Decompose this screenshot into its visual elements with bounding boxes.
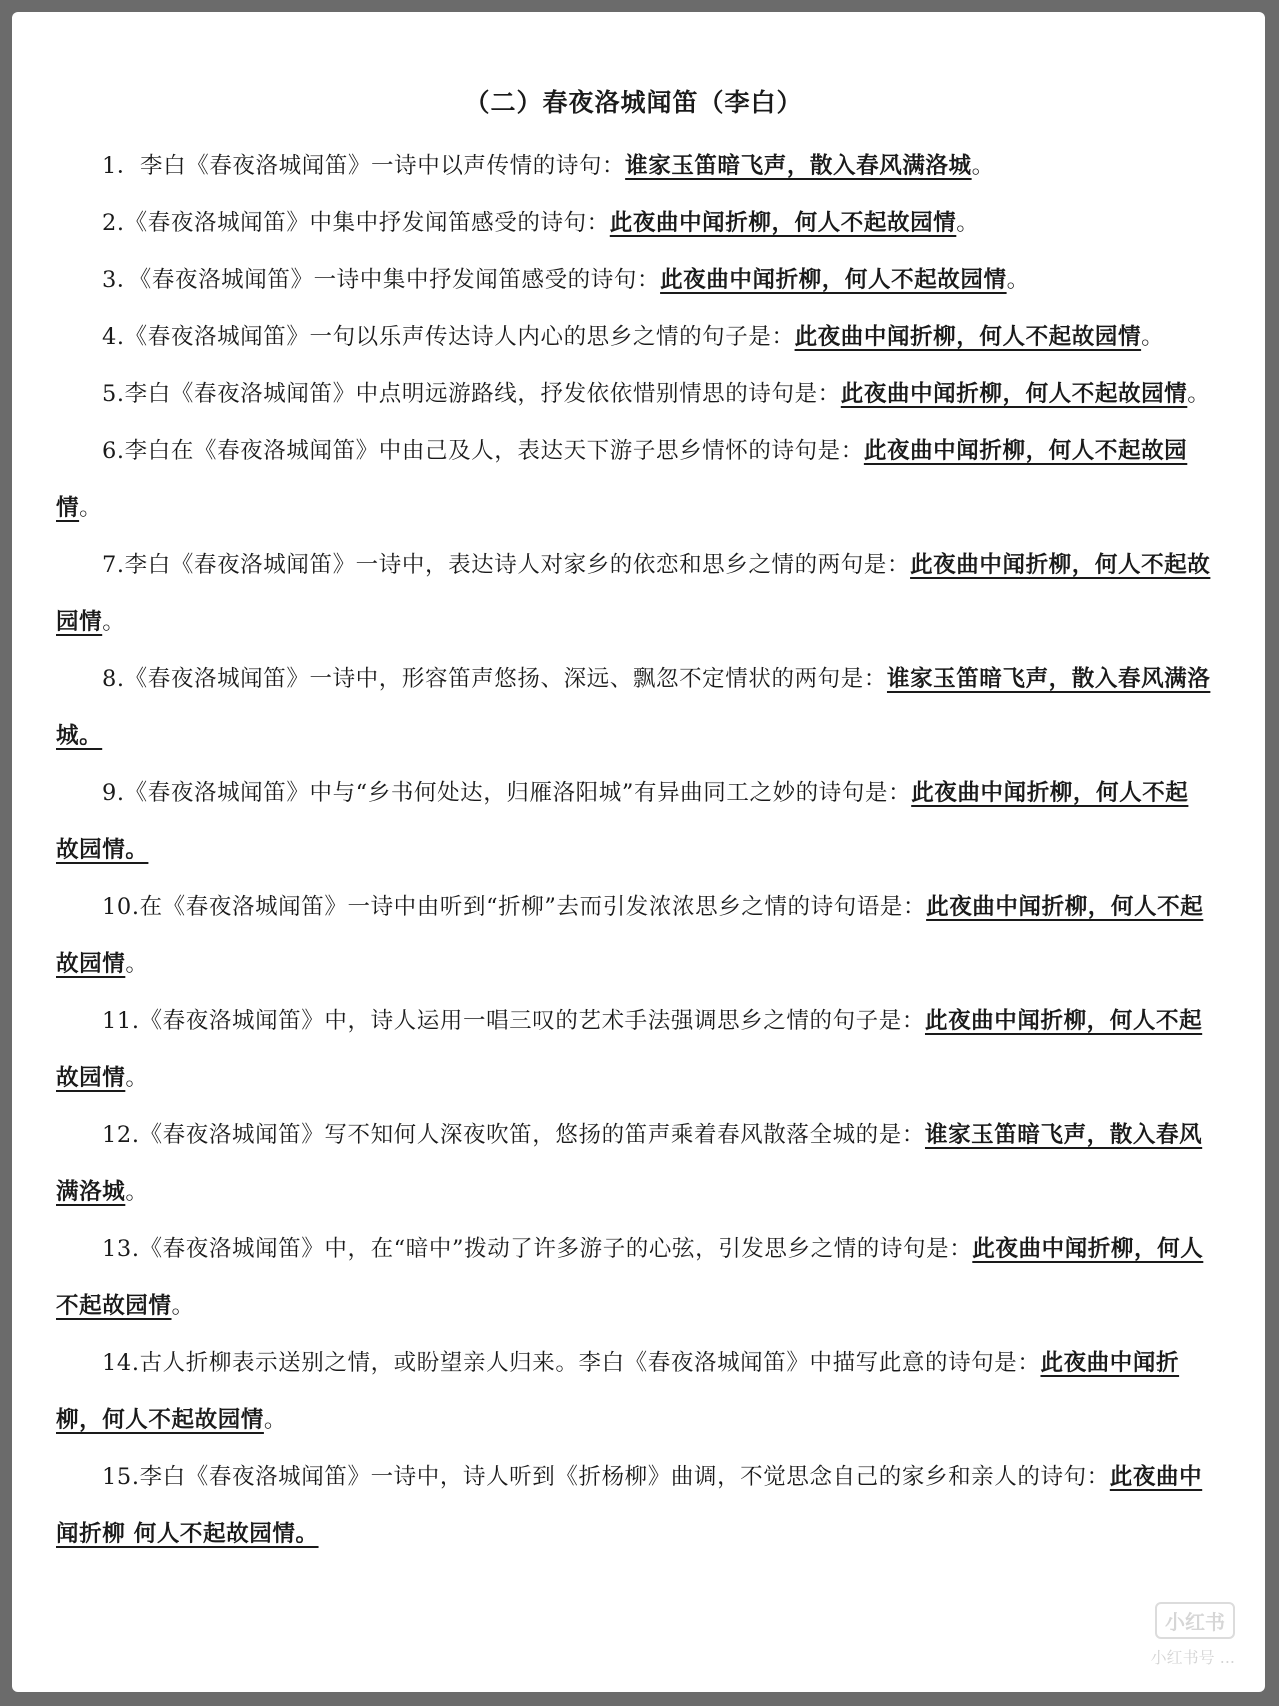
answer-text: 谁家玉笛暗飞声，散入春风满洛城 bbox=[625, 153, 972, 179]
list-item bbox=[56, 1449, 1211, 1563]
question-text: 11.《春夜洛城闻笛》中，诗人运用一唱三叹的艺术手法强调思乡之情的句子是： bbox=[102, 1008, 925, 1034]
answer-text: 此夜曲中闻折柳，何人不起故园情 bbox=[794, 324, 1142, 350]
answer-end: 。 bbox=[956, 210, 980, 236]
answer-end: 。 bbox=[171, 1293, 195, 1319]
list-item bbox=[56, 1107, 1211, 1221]
question-text: 7.李白《春夜洛城闻笛》一诗中，表达诗人对家乡的依恋和思乡之情的两句是： bbox=[102, 552, 911, 578]
answer-end: 。 bbox=[125, 1065, 149, 1091]
list-item bbox=[56, 765, 1211, 879]
question-text: 2.《春夜洛城闻笛》中集中抒发闻笛感受的诗句： bbox=[102, 210, 610, 236]
list-item bbox=[56, 195, 1211, 252]
answer-text: 此夜曲中闻折柳，何人不起故园情 bbox=[56, 438, 1188, 521]
answer-end: 。 bbox=[263, 1407, 288, 1433]
list-item bbox=[56, 309, 1211, 366]
answer-end: 。 bbox=[125, 1179, 149, 1205]
answer-text: 此夜曲中闻折柳，何人不起故园情。 bbox=[56, 780, 1189, 863]
answer-text: 此夜曲中闻折柳，何人不起故园情 bbox=[840, 381, 1188, 407]
answer-text: 此夜曲中闻折柳，何人不起故园情 bbox=[660, 267, 1007, 293]
answer-text: 此夜曲中闻折柳，何人不起故园情 bbox=[609, 210, 957, 236]
answer-end: 。 bbox=[1187, 381, 1211, 407]
list-item bbox=[56, 537, 1211, 651]
list-item bbox=[56, 879, 1211, 993]
list-item bbox=[56, 1221, 1211, 1335]
question-text: 14.古人折柳表示送别之情，或盼望亲人归来。李白《春夜洛城闻笛》中描写此意的诗句是： bbox=[102, 1350, 1041, 1376]
answer-text: 此夜曲中闻折柳，何人不起故园情 bbox=[56, 1236, 1204, 1319]
list-item bbox=[56, 993, 1211, 1107]
watermark bbox=[1151, 1602, 1235, 1668]
list-item bbox=[56, 366, 1211, 423]
question-text: 10.在《春夜洛城闻笛》一诗中由听到“折柳”去而引发浓浓思乡之情的诗句语是： bbox=[102, 894, 927, 920]
answer-text: 谁家玉笛暗飞声，散入春风满洛城。 bbox=[56, 666, 1211, 749]
question-text: 5.李白《春夜洛城闻笛》中点明远游路线，抒发依依惜别情思的诗句是： bbox=[102, 381, 841, 407]
answer-end: 。 bbox=[102, 609, 126, 635]
watermark-logo: 小红书 bbox=[1155, 1602, 1235, 1639]
list-item bbox=[56, 651, 1211, 765]
answer-text: 此夜曲中闻折柳 何人不起故园情。 bbox=[56, 1464, 1203, 1547]
question-text: 1．李白《春夜洛城闻笛》一诗中以声传情的诗句： bbox=[102, 153, 626, 179]
list-item bbox=[56, 138, 1211, 195]
document-page bbox=[12, 12, 1265, 1692]
question-text: 8.《春夜洛城闻笛》一诗中，形容笛声悠扬、深远、飘忽不定情状的两句是： bbox=[102, 666, 887, 692]
question-text: 6.李白在《春夜洛城闻笛》中由己及人，表达天下游子思乡情怀的诗句是： bbox=[102, 438, 864, 464]
answer-text: 此夜曲中闻折柳，何人不起故园情 bbox=[56, 552, 1211, 635]
answer-end: 。 bbox=[971, 153, 995, 179]
list-item bbox=[56, 1335, 1211, 1449]
answer-text: 谁家玉笛暗飞声，散入春风满洛城 bbox=[56, 1122, 1203, 1205]
question-text: 13.《春夜洛城闻笛》中，在“暗中”拨动了许多游子的心弦，引发思乡之情的诗句是： bbox=[102, 1236, 973, 1262]
answer-text: 此夜曲中闻折柳，何人不起故园情 bbox=[56, 1008, 1203, 1091]
question-text: 15.李白《春夜洛城闻笛》一诗中，诗人听到《折杨柳》曲调，不觉思念自己的家乡和亲人的诗句： bbox=[102, 1464, 1110, 1490]
watermark-id: 小红书号 ... bbox=[1150, 1648, 1235, 1667]
answer-end: 。 bbox=[1006, 267, 1030, 293]
answer-text: 此夜曲中闻折柳，何人不起故园情 bbox=[56, 894, 1204, 977]
list-item bbox=[56, 423, 1211, 537]
list-item bbox=[56, 252, 1211, 309]
answer-end: 。 bbox=[1141, 324, 1165, 350]
answer-text: 此夜曲中闻折柳，何人不起故园情 bbox=[56, 1350, 1180, 1433]
question-text: 4.《春夜洛城闻笛》一句以乐声传达诗人内心的思乡之情的句子是： bbox=[102, 324, 795, 350]
page-title: （二）春夜洛城闻笛（李白） bbox=[464, 88, 803, 117]
answer-end: 。 bbox=[79, 495, 103, 521]
question-text: 3．《春夜洛城闻笛》一诗中集中抒发闻笛感受的诗句： bbox=[102, 267, 661, 293]
question-text: 12.《春夜洛城闻笛》写不知何人深夜吹笛，悠扬的笛声乘着春风散落全城的是： bbox=[102, 1122, 925, 1148]
answer-end: 。 bbox=[125, 951, 149, 977]
question-text: 9.《春夜洛城闻笛》中与“乡书何处达，归雁洛阳城”有异曲同工之妙的诗句是： bbox=[102, 780, 912, 806]
